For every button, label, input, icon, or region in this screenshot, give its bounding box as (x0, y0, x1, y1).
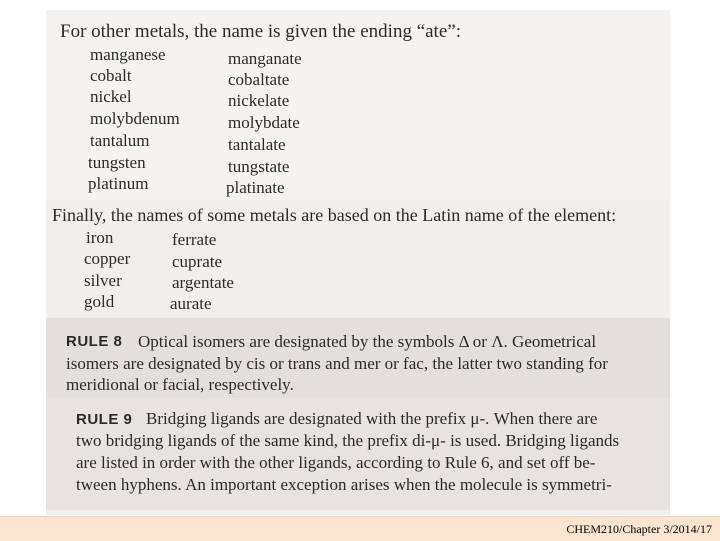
ate-name: manganate (228, 49, 302, 68)
latin-metal: copper (84, 249, 131, 268)
latin-name: ferrate (172, 230, 217, 249)
rule9-line: are listed in order with the other ligands, according to Rule 6, and set off be- (76, 453, 596, 472)
footer-text: CHEM210/Chapter 3/2014/17 (566, 522, 712, 536)
rule8-label: RULE 8 (66, 333, 123, 350)
latin-name: argentate (172, 273, 234, 292)
rule9-line: tween hyphens. An important exception arises when the molecule is symmetri- (76, 475, 612, 494)
latin-metal: iron (86, 228, 114, 247)
ate-metal: cobalt (90, 66, 132, 85)
latin-intro-line: Finally, the names of some metals are based on the Latin name of the element: (52, 205, 617, 225)
slide-footer (0, 516, 720, 541)
scanned-page (46, 10, 670, 515)
ate-name: cobaltate (228, 70, 290, 89)
latin-name: aurate (170, 294, 212, 313)
ate-name: platinate (226, 178, 285, 197)
ate-name: molybdate (228, 113, 300, 132)
ate-metal: manganese (90, 45, 166, 64)
ate-name: tantalate (228, 135, 286, 154)
ate-metal: nickel (90, 87, 132, 106)
latin-name: cuprate (172, 252, 223, 271)
latin-metal: silver (84, 271, 122, 290)
ate-metal: tantalum (90, 131, 150, 150)
rule8-line: isomers are designated by cis or trans and mer or fac, the latter two standing for (66, 354, 608, 373)
intro-line: For other metals, the name is given the ending “ate”: (60, 21, 461, 42)
rule8-line: Optical isomers are designated by the symbols Δ or Λ. Geometrical (138, 332, 597, 351)
ate-name: nickelate (228, 91, 290, 110)
ate-metal: tungsten (88, 153, 146, 172)
ate-metal: platinum (88, 174, 149, 193)
rule8-line: meridional or facial, respectively. (66, 375, 294, 394)
rule9-line: two bridging ligands of the same kind, the prefix di-μ- is used. Bridging ligands (76, 431, 620, 450)
latin-metal: gold (84, 292, 115, 311)
rule9-line: Bridging ligands are designated with the prefix μ-. When there are (146, 409, 598, 428)
ate-name: tungstate (228, 157, 290, 176)
ate-metal: molybdenum (90, 109, 180, 128)
rule9-label: RULE 9 (76, 411, 133, 428)
